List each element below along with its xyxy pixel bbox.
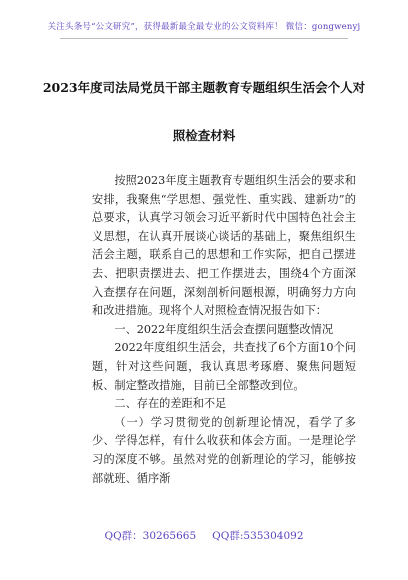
footer-qq-group-2: QQ群:535304092: [212, 530, 304, 542]
body-paragraph-intro: 按照2023年度主题教育专题组织生活会的要求和安排，我聚焦“学思想、强党性、重实践、建新功”的总要求，认真学习领会习近平新时代中国特色社会主义思想，在认真开展谈心谈话的基础上，聚焦组织生活会主题，联系自己的思想和工作实际，把自己摆进去、把职责摆进去、把工作摆进去，围绕4个方面深入查摆存在问题，深刻剖析问题根源，明确努力方向和改进措施。现将个人对照检查情况报告如下：: [92, 174, 356, 318]
header-divider: [60, 38, 348, 39]
body-paragraph-rectification: 2022年度组织生活会，共查找了6个方面10个问题，针对这些问题，我认真思考琢磨、聚焦问题短板、制定整改措施，目前已全部整改到位。: [92, 341, 356, 392]
section-heading-2: 二、存在的差距和不足: [114, 397, 227, 411]
document-title-line-2: 照检查材料: [172, 128, 236, 143]
body-paragraph-study: （一）学习贯彻党的创新理论情况，看学了多少、学得怎样，有什么收获和体会方面。一是理论学习的深度不够。虽然对党的创新理论的学习，能够按部就班、循序渐: [92, 415, 356, 485]
footer-contact: [0, 528, 408, 543]
document-body: [92, 172, 356, 488]
document-title-line-1: 2023年度司法局党员干部主题教育专题组织生活会个人对: [42, 80, 366, 95]
footer-qq-group-1: QQ群：30265665: [104, 530, 197, 542]
header-promo-note: 关注头条号“公文研究”，获得最新最全最专业的公文资料库！ 微信：gongwenyj: [47, 22, 361, 32]
section-heading-1: 一、2022年度组织生活会查摆问题整改情况: [114, 322, 334, 336]
